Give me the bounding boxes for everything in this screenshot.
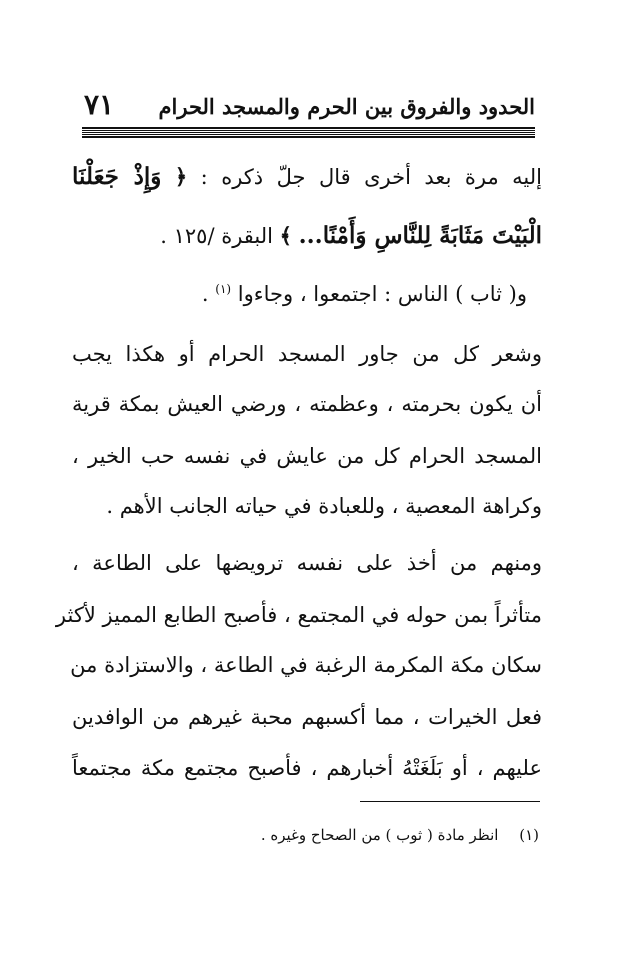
- para1-line2: [72, 222, 542, 249]
- quran-open-bracket: ﴿: [174, 164, 188, 189]
- para4-line4: فعل الخيرات ، مما أكسبهم محبة غيرهم من الوافدين: [72, 705, 542, 729]
- footnote-rule: [360, 801, 540, 802]
- para1-text: إليه مرة بعد أخرى قال جلّ ذكره :: [200, 165, 542, 189]
- footnote-number: (١): [519, 826, 539, 844]
- para3-line2: أن يكون بحرمته ، وعظمته ، ورضي العيش بمكة قرية: [72, 392, 542, 416]
- page-header: [82, 88, 535, 128]
- footnote: [261, 826, 539, 844]
- para4-line3: سكان مكة المكرمة الرغبة في الطاعة ، والاستزادة من: [70, 653, 542, 677]
- quran-verse-line2: الْبَيْتَ مَثَابَةً لِلنَّاسِ وَأَمْنًا...: [298, 222, 542, 249]
- para2-text: و( ثاب ) الناس : اجتمعوا ، وجاءوا: [237, 282, 527, 306]
- quran-reference: البقرة /١٢٥ .: [160, 224, 273, 248]
- para3-line3: المسجد الحرام كل من عايش في نفسه حب الخير ،: [72, 444, 542, 468]
- para3-line4: وكراهة المعصية ، وللعبادة في حياته الجانب الأهم .: [106, 494, 542, 518]
- running-title: الحدود والفروق بين الحرم والمسجد الحرام: [158, 94, 535, 119]
- page-number: ٧١: [84, 88, 115, 121]
- quran-close-bracket: ﴾: [279, 223, 292, 248]
- para1-line1: [72, 163, 542, 190]
- para4-line1: ومنهم من أخذ على نفسه ترويضها على الطاعة ،: [72, 551, 542, 575]
- para3-line1: وشعر كل من جاور المسجد الحرام أو هكذا يجب: [72, 342, 542, 366]
- para2-end: .: [201, 282, 209, 306]
- footnote-text: انظر مادة ( ثوب ) من الصحاح وغيره .: [260, 826, 499, 844]
- footnote-reference: (١): [215, 282, 232, 296]
- header-rule: [82, 127, 535, 138]
- quran-verse-line1: وَإِذْ جَعَلْنَا: [72, 163, 162, 190]
- para4-line2: متأثراً بمن حوله في المجتمع ، فأصبح الطابع المميز لأكثر: [55, 603, 542, 627]
- para4-line5: عليهم ، أو بَلَغَتْهُ أخبارهم ، فأصبح مجتمع مكة مجتمعاً: [72, 756, 542, 780]
- para2-line: [72, 282, 527, 306]
